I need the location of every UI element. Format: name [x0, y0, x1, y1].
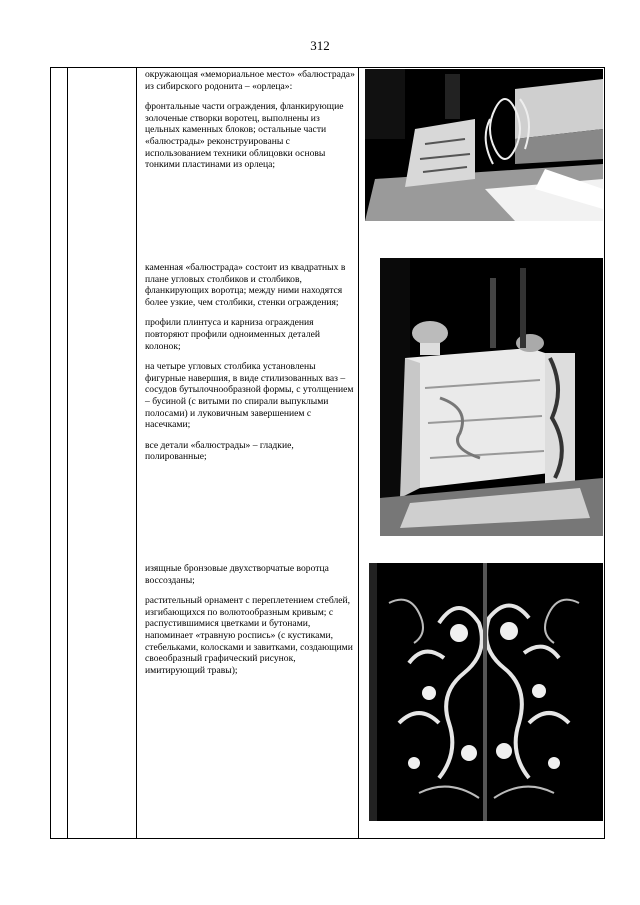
column-divider [67, 68, 68, 838]
balustrade-corner-photo [380, 258, 603, 536]
row-3-text [145, 563, 355, 685]
paragraph: профили плинтуса и карниза ограждения повторяют профили одноименных деталей колонок; [145, 317, 321, 352]
row-2-text [145, 262, 355, 472]
paragraph: окружающая «мемориальное место» «балюстрада» из сибирского родонита – «орлеца»: [145, 69, 355, 92]
row-1-text [145, 69, 355, 180]
column-divider [358, 68, 359, 838]
paragraph: все детали «балюстрады» – гладкие, полированные; [145, 439, 294, 463]
paragraph: на четыре угловых столбика установлены фигурные навершия, в виде стилизованных ваз – сосудов бутылочнообразной формы, с утолщением – бусиной (с витыми по спирали выпуклыми полосами) и луковичным завершением с насечками; [145, 361, 354, 431]
paragraph: фронтальные части ограждения, фланкирующие золоченые створки воротец, выполнены из цельных каменных блоков; остальные части «балюстрады» реконструированы с использованием техники облицовки основы тонкими пластинами из орлеца; [145, 101, 344, 171]
paragraph: изящные бронзовые двухстворчатые воротца воссозданы; [145, 563, 329, 586]
paragraph: каменная «балюстрада» состоит из квадратных в плане угловых столбиков и столбиков, фланкирующих воротца; между ними находятся более узкие, чем столбики, стенки ограждения; [145, 262, 346, 308]
balustrade-photo [365, 69, 603, 221]
bronze-gates-photo [369, 563, 603, 821]
paragraph: растительный орнамент с переплетением стеблей, изгибающихся по волютообразным кривым; с распустившимися цветками и бутонами, напоминает «травную роспись» (с кустиками, стебельками, колосками и завитками, создающими своеобразный графический рисунок, имитирующий травы); [145, 595, 353, 676]
page-number: 312 [310, 38, 330, 53]
column-divider [136, 68, 137, 838]
